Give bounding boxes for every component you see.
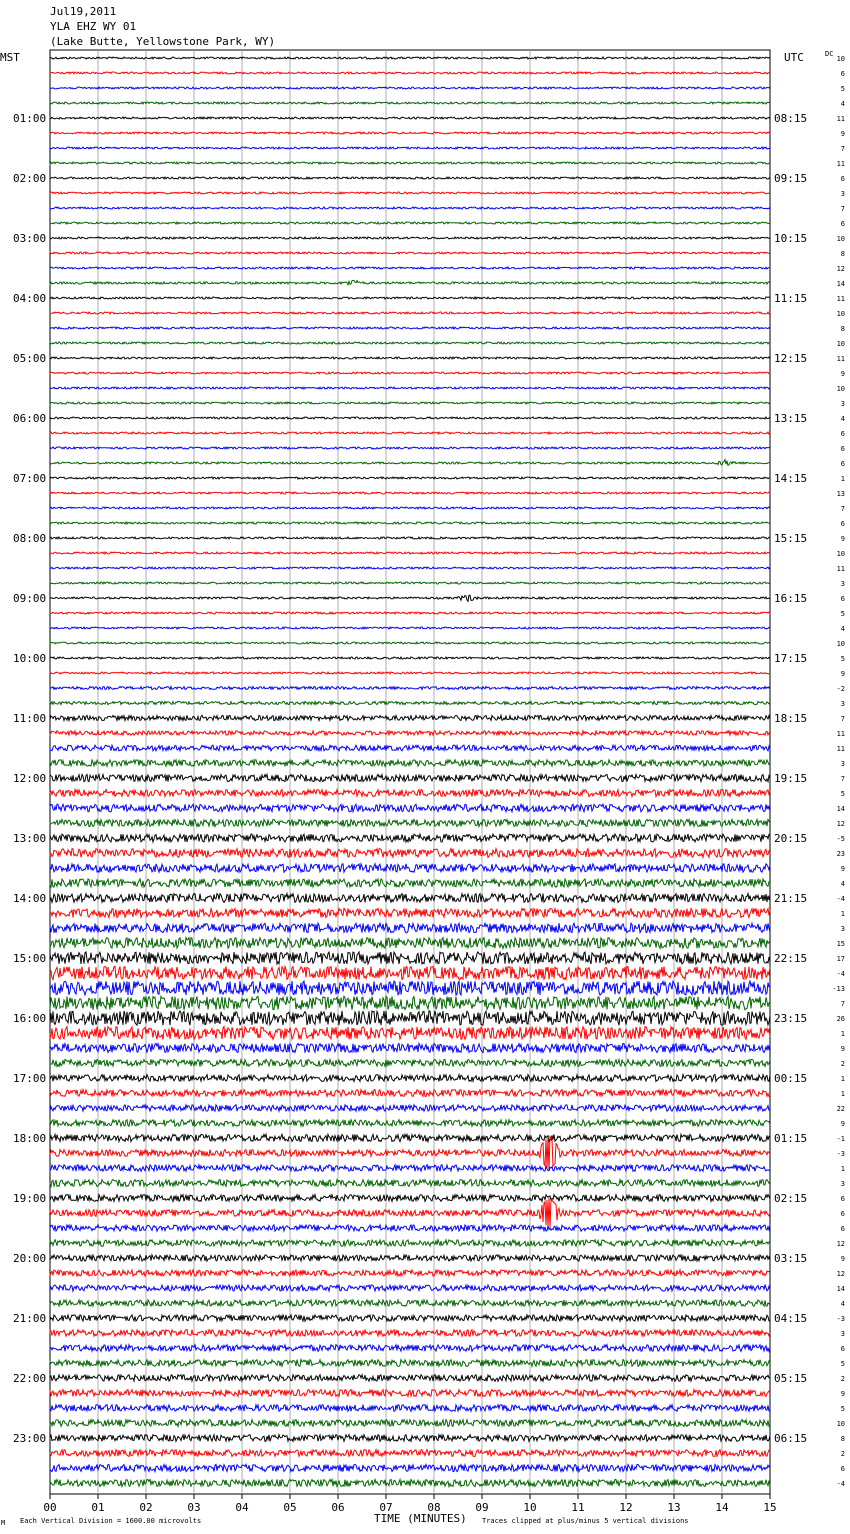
hour-label-right: 09:15 <box>774 172 808 185</box>
trace-line <box>50 715 770 720</box>
trace-line <box>50 432 770 434</box>
trace-line <box>50 1165 770 1172</box>
dc-offset-label: 4 <box>840 100 845 108</box>
trace-line <box>50 582 770 584</box>
hour-label-right: 08:15 <box>774 112 808 125</box>
hour-label-right: 16:15 <box>774 592 808 605</box>
dc-offset-label: 11 <box>836 565 845 573</box>
dc-offset-label: 11 <box>836 295 845 303</box>
trace-line <box>50 132 770 134</box>
hour-label-left: 05:00 <box>13 352 47 365</box>
dc-offset-label: -4 <box>836 1480 845 1488</box>
hour-label-right: 15:15 <box>774 532 808 545</box>
trace-line <box>50 1420 770 1427</box>
trace-line <box>50 1240 770 1246</box>
x-tick-label: 08 <box>427 1501 441 1514</box>
x-tick-label: 14 <box>715 1501 729 1514</box>
trace-line <box>50 1120 770 1127</box>
dc-offset-label: 6 <box>840 1210 845 1218</box>
hour-label-left: 09:00 <box>13 592 47 605</box>
dc-offset-label: 7 <box>840 505 845 513</box>
trace-line <box>50 595 770 601</box>
dc-offset-label: 1 <box>840 1090 845 1098</box>
dc-offset-label: 7 <box>840 715 845 723</box>
x-tick-label: 10 <box>523 1501 537 1514</box>
trace-line <box>50 1180 770 1187</box>
dc-offset-label: 4 <box>840 625 845 633</box>
dc-offset-label: 3 <box>840 190 845 198</box>
trace-line <box>50 402 770 404</box>
trace-line <box>50 731 770 735</box>
trace-line <box>50 627 770 629</box>
dc-offset-label: 6 <box>840 460 845 468</box>
trace-line <box>50 147 770 149</box>
trace-line <box>50 938 770 949</box>
trace-line <box>50 1450 770 1457</box>
dc-offset-label: 6 <box>840 1465 845 1473</box>
dc-offset-label: 3 <box>840 400 845 408</box>
trace-line <box>50 357 770 359</box>
hour-label-left: 04:00 <box>13 292 47 305</box>
dc-offset-label: 14 <box>836 280 845 288</box>
right-timezone-label: UTC <box>784 51 804 64</box>
dc-offset-label: 11 <box>836 745 845 753</box>
trace-line <box>50 1198 770 1228</box>
dc-offset-label: 6 <box>840 595 845 603</box>
dc-offset-label: 4 <box>840 415 845 423</box>
dc-offset-label: 1 <box>840 475 845 483</box>
dc-offset-label: 5 <box>840 1360 845 1368</box>
dc-offset-label: 10 <box>836 55 845 63</box>
dc-offset-label: 7 <box>840 1000 845 1008</box>
hour-label-left: 19:00 <box>13 1192 47 1205</box>
trace-line <box>50 342 770 344</box>
trace-line <box>50 981 770 995</box>
hour-label-right: 01:15 <box>774 1132 808 1145</box>
dc-offset-label: -4 <box>836 970 845 978</box>
dc-offset-label: 10 <box>836 310 845 318</box>
hour-label-left: 03:00 <box>13 232 47 245</box>
dc-offset-label: 6 <box>840 430 845 438</box>
dc-offset-label: 9 <box>840 865 845 873</box>
trace-line <box>50 819 770 826</box>
trace-line <box>50 87 770 89</box>
hour-label-left: 01:00 <box>13 112 47 125</box>
dc-offset-label: 13 <box>836 490 845 498</box>
hour-label-left: 14:00 <box>13 892 47 905</box>
trace-line <box>50 1134 770 1141</box>
x-tick-label: 03 <box>187 1501 201 1514</box>
hour-label-right: 06:15 <box>774 1432 808 1445</box>
hour-label-left: 13:00 <box>13 832 47 845</box>
hour-label-right: 02:15 <box>774 1192 808 1205</box>
dc-offset-label: 11 <box>836 730 845 738</box>
trace-line <box>50 192 770 194</box>
trace-line <box>50 507 770 509</box>
dc-offset-label: 2 <box>840 1375 845 1383</box>
trace-line <box>50 522 770 524</box>
dc-offset-label: 6 <box>840 520 845 528</box>
trace-line <box>50 280 770 284</box>
hour-label-left: 16:00 <box>13 1012 47 1025</box>
trace-line <box>50 567 770 569</box>
hour-label-left: 20:00 <box>13 1252 47 1265</box>
trace-line <box>50 477 770 479</box>
dc-offset-label: 3 <box>840 760 845 768</box>
trace-line <box>50 207 770 209</box>
trace-line <box>50 642 770 644</box>
trace-line <box>50 117 770 119</box>
trace-line <box>50 312 770 314</box>
dc-offset-label: -3 <box>836 1150 845 1158</box>
dc-offset-label: 7 <box>840 205 845 213</box>
trace-line <box>50 222 770 224</box>
trace-line <box>50 537 770 539</box>
dc-offset-label: -1 <box>836 1135 845 1143</box>
dc-offset-label: 9 <box>840 535 845 543</box>
trace-line <box>50 657 770 659</box>
dc-offset-label: 8 <box>840 250 845 258</box>
trace-line <box>50 1435 770 1442</box>
trace-line <box>50 72 770 74</box>
dc-offset-label: 9 <box>840 1390 845 1398</box>
dc-offset-label: 12 <box>836 1270 845 1278</box>
x-tick-label: 05 <box>283 1501 297 1514</box>
hour-label-right: 12:15 <box>774 352 808 365</box>
trace-line <box>50 57 770 59</box>
hour-label-right: 05:15 <box>774 1372 808 1385</box>
dc-offset-label: -3 <box>836 1315 845 1323</box>
hour-label-right: 20:15 <box>774 832 808 845</box>
dc-offset-label: 14 <box>836 805 845 813</box>
dc-offset-label: 5 <box>840 1405 845 1413</box>
dc-offset-label: 7 <box>840 145 845 153</box>
dc-offset-label: -4 <box>836 895 845 903</box>
dc-offset-label: 10 <box>836 235 845 243</box>
trace-line <box>50 1315 770 1321</box>
trace-line <box>50 1479 770 1486</box>
dc-offset-label: 7 <box>840 775 845 783</box>
x-tick-label: 15 <box>763 1501 777 1514</box>
dc-offset-label: 3 <box>840 700 845 708</box>
trace-line <box>50 267 770 269</box>
header-location: (Lake Butte, Yellowstone Park, WY) <box>50 35 276 48</box>
dc-offset-label: 3 <box>840 925 845 933</box>
x-axis-ticks <box>43 1494 776 1514</box>
hour-label-right: 03:15 <box>774 1252 808 1265</box>
dc-offset-label: 3 <box>840 580 845 588</box>
trace-line <box>50 1300 770 1306</box>
dc-offset-label: 6 <box>840 1225 845 1233</box>
hour-label-left: 21:00 <box>13 1312 47 1325</box>
trace-line <box>50 760 770 766</box>
dc-offset-label: 12 <box>836 265 845 273</box>
hour-label-right: 10:15 <box>774 232 808 245</box>
hour-label-left: 12:00 <box>13 772 47 785</box>
x-tick-label: 12 <box>619 1501 633 1514</box>
x-tick-label: 04 <box>235 1501 249 1514</box>
dc-offset-label: 2 <box>840 1450 845 1458</box>
dc-offset-label: 5 <box>840 655 845 663</box>
trace-line <box>50 1225 770 1231</box>
trace-line <box>50 162 770 164</box>
trace-line <box>50 1105 770 1111</box>
dc-offset-label: 26 <box>836 1015 845 1023</box>
trace-line <box>50 1059 770 1066</box>
hour-label-right: 19:15 <box>774 772 808 785</box>
dc-offset-label: 9 <box>840 1255 845 1263</box>
header-station: YLA EHZ WY 01 <box>50 20 137 33</box>
hour-label-left: 10:00 <box>13 652 47 665</box>
dc-offset-label: 12 <box>836 1240 845 1248</box>
dc-offset-label: 3 <box>840 1330 845 1338</box>
dc-offset-label: 5 <box>840 610 845 618</box>
trace-line <box>50 1043 770 1052</box>
trace-line <box>50 952 770 964</box>
dc-offset-label: 6 <box>840 1345 845 1353</box>
hour-label-right: 21:15 <box>774 892 808 905</box>
dc-offset-label: -2 <box>836 685 845 693</box>
trace-line <box>50 387 770 389</box>
x-tick-label: 11 <box>571 1501 585 1514</box>
left-timezone-label: MST <box>0 51 20 64</box>
dc-offset-label: 14 <box>836 1285 845 1293</box>
dc-offset-label: 10 <box>836 550 845 558</box>
dc-offset-label: 12 <box>836 820 845 828</box>
dc-header-label: DC <box>825 50 834 58</box>
header-date: Jul19,2011 <box>50 5 117 18</box>
x-tick-label: 01 <box>91 1501 105 1514</box>
dc-offset-label: 17 <box>836 955 845 963</box>
x-tick-label: 13 <box>667 1501 681 1514</box>
hour-label-left: 11:00 <box>13 712 47 725</box>
hour-label-right: 11:15 <box>774 292 808 305</box>
trace-line <box>50 864 770 872</box>
hour-label-left: 06:00 <box>13 412 47 425</box>
trace-line <box>50 672 770 674</box>
hour-label-left: 22:00 <box>13 1372 47 1385</box>
trace-line <box>50 789 770 796</box>
trace-line <box>50 1360 770 1367</box>
trace-line <box>50 417 770 419</box>
dc-offset-label: 1 <box>840 1075 845 1083</box>
trace-line <box>50 1390 770 1397</box>
scale-note: Each Vertical Division = 1600.00 microvolts <box>20 1517 202 1525</box>
x-tick-label: 09 <box>475 1501 489 1514</box>
plot-frame <box>50 50 770 1494</box>
trace-line <box>50 327 770 329</box>
trace-line <box>50 460 770 466</box>
trace-line <box>50 1285 770 1291</box>
hour-label-right: 04:15 <box>774 1312 808 1325</box>
trace-line <box>50 966 770 979</box>
trace-line <box>50 297 770 299</box>
dc-offset-label: 11 <box>836 355 845 363</box>
trace-line <box>50 894 770 903</box>
dc-offset-label: 3 <box>840 1180 845 1188</box>
dc-offset-label: 9 <box>840 670 845 678</box>
hour-label-right: 22:15 <box>774 952 808 965</box>
dc-offset-label: 22 <box>836 1105 845 1113</box>
trace-line <box>50 774 770 781</box>
dc-offset-label: 4 <box>840 880 845 888</box>
trace-line <box>50 1195 770 1202</box>
trace-line <box>50 372 770 374</box>
grid-lines <box>98 50 722 1494</box>
clip-note: Traces clipped at plus/minus 5 vertical divisions <box>482 1517 689 1525</box>
dc-offset-label: 8 <box>840 325 845 333</box>
trace-line <box>50 102 770 104</box>
dc-offset-label: -13 <box>832 985 845 993</box>
dc-offset-label: 9 <box>840 1045 845 1053</box>
hour-label-right: 17:15 <box>774 652 808 665</box>
trace-line <box>50 804 770 812</box>
trace-line <box>50 1270 770 1276</box>
trace-line <box>50 1075 770 1082</box>
x-tick-label: 07 <box>379 1501 393 1514</box>
dc-offset-label: 6 <box>840 70 845 78</box>
trace-line <box>50 492 770 494</box>
trace-line <box>50 1464 770 1471</box>
trace-line <box>50 879 770 887</box>
x-tick-label: 02 <box>139 1501 153 1514</box>
trace-line <box>50 252 770 254</box>
seismic-traces <box>50 57 770 1487</box>
dc-offset-label: 5 <box>840 85 845 93</box>
dc-offset-label: -5 <box>836 835 845 843</box>
hour-label-left: 17:00 <box>13 1072 47 1085</box>
x-tick-label: 00 <box>43 1501 57 1514</box>
dc-offset-label: 6 <box>840 445 845 453</box>
hour-label-left: 15:00 <box>13 952 47 965</box>
dc-offset-label: 10 <box>836 385 845 393</box>
trace-line <box>50 1255 770 1261</box>
dc-offset-label: 11 <box>836 115 845 123</box>
dc-offset-label: 6 <box>840 220 845 228</box>
trace-line <box>50 1345 770 1352</box>
trace-line <box>50 701 770 704</box>
hour-label-left: 23:00 <box>13 1432 47 1445</box>
dc-offset-label: 8 <box>840 1435 845 1443</box>
trace-line <box>50 612 770 614</box>
dc-offset-label: 9 <box>840 1120 845 1128</box>
hour-label-left: 18:00 <box>13 1132 47 1145</box>
dc-offset-label: 1 <box>840 1165 845 1173</box>
dc-offset-label: 1 <box>840 910 845 918</box>
dc-offset-label: 5 <box>840 790 845 798</box>
hour-label-left: 02:00 <box>13 172 47 185</box>
x-tick-label: 06 <box>331 1501 345 1514</box>
hour-label-right: 14:15 <box>774 472 808 485</box>
dc-offset-label: 23 <box>836 850 845 858</box>
dc-offset-label: 4 <box>840 1300 845 1308</box>
hour-label-right: 13:15 <box>774 412 808 425</box>
corner-mark: M <box>1 1519 6 1527</box>
x-axis-title: TIME (MINUTES) <box>374 1512 467 1525</box>
dc-offset-label: 15 <box>836 940 845 948</box>
trace-line <box>50 447 770 449</box>
trace-line <box>50 1330 770 1337</box>
trace-line <box>50 834 770 842</box>
hour-label-right: 18:15 <box>774 712 808 725</box>
trace-line <box>50 1405 770 1412</box>
dc-offset-label: 1 <box>840 1030 845 1038</box>
dc-offset-label: 10 <box>836 340 845 348</box>
trace-line <box>50 1027 770 1040</box>
dc-offset-label: 10 <box>836 1420 845 1428</box>
hour-label-right: 00:15 <box>774 1072 808 1085</box>
trace-line <box>50 1375 770 1382</box>
trace-line <box>50 687 770 690</box>
trace-line <box>50 177 770 179</box>
trace-line <box>50 745 770 751</box>
dc-offset-label: 2 <box>840 1060 845 1068</box>
trace-line <box>50 1090 770 1097</box>
dc-offset-label: 6 <box>840 175 845 183</box>
trace-line <box>50 237 770 239</box>
trace-line <box>50 552 770 554</box>
trace-line <box>50 996 770 1010</box>
hour-label-right: 23:15 <box>774 1012 808 1025</box>
hour-label-left: 07:00 <box>13 472 47 485</box>
dc-offset-label: 9 <box>840 130 845 138</box>
hour-label-left: 08:00 <box>13 532 47 545</box>
trace-line <box>50 923 770 933</box>
dc-offset-label: 9 <box>840 370 845 378</box>
dc-offset-label: 10 <box>836 640 845 648</box>
trace-line <box>50 908 770 917</box>
dc-offset-label: 11 <box>836 160 845 168</box>
trace-line <box>50 849 770 858</box>
dc-offset-label: 6 <box>840 1195 845 1203</box>
trace-line <box>50 1011 770 1025</box>
